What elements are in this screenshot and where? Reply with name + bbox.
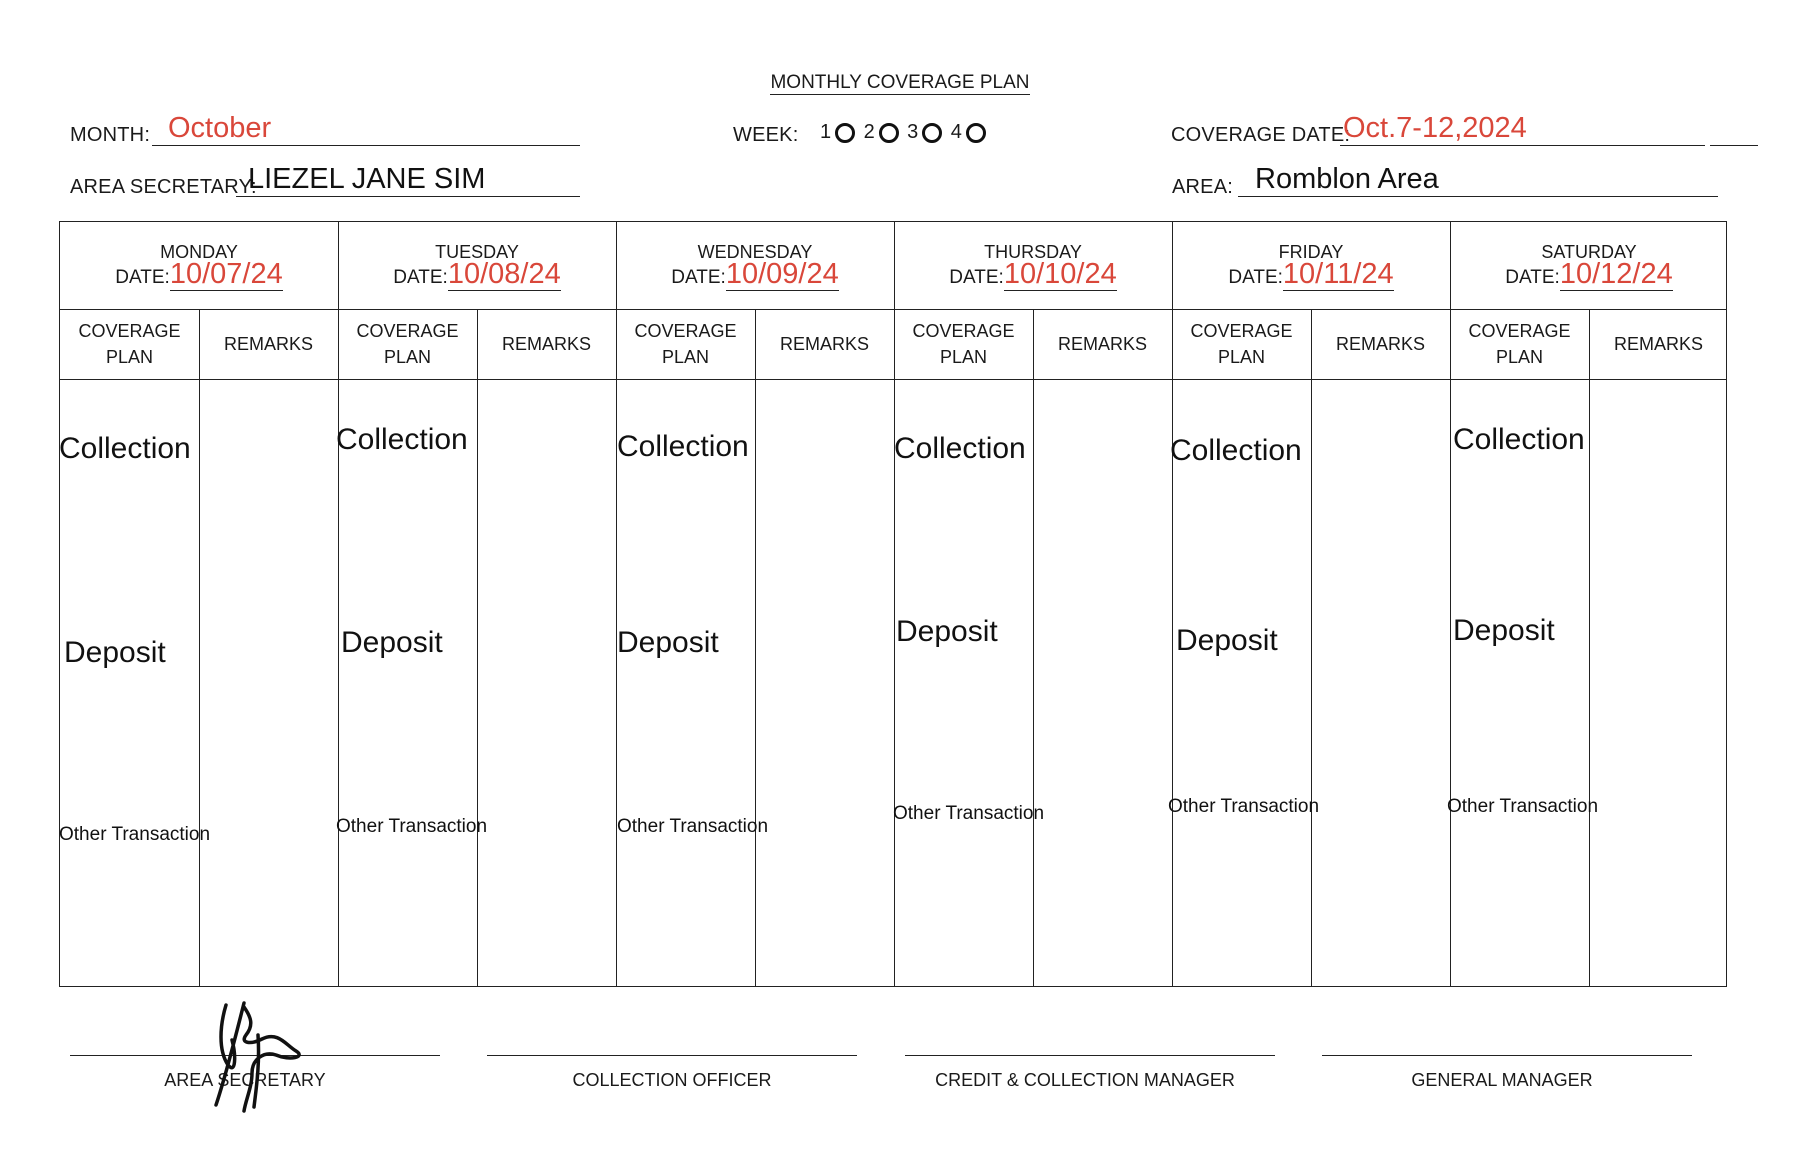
area-field[interactable] bbox=[1238, 163, 1718, 197]
day-header-thursday bbox=[894, 222, 1172, 309]
entry-other-transaction: Other Transaction bbox=[59, 824, 211, 845]
day-date[interactable]: DATE:10/12/24 bbox=[1505, 258, 1673, 290]
radio-circle-icon bbox=[835, 123, 855, 143]
day-date[interactable]: DATE:10/07/24 bbox=[115, 258, 283, 290]
month-label: MONTH: bbox=[70, 124, 151, 146]
day-header-monday bbox=[60, 222, 338, 309]
area-secretary-label: AREA SECRETARY: bbox=[70, 176, 257, 198]
entry-other-transaction: Other Transaction bbox=[1447, 796, 1599, 817]
column-divider bbox=[1311, 309, 1312, 986]
entry-other-transaction: Other Transaction bbox=[336, 816, 488, 837]
column-divider bbox=[477, 309, 478, 986]
remarks-header: REMARKS bbox=[1613, 334, 1703, 354]
handwritten-signature-icon bbox=[206, 995, 326, 1115]
day-date-value: 10/11/24 bbox=[1282, 258, 1394, 290]
signature-label-area-secretary: AREA SECRETARY bbox=[164, 1070, 326, 1090]
day-name: MONDAY bbox=[160, 242, 238, 262]
entry-other-transaction: Other Transaction bbox=[893, 803, 1045, 824]
coverage-plan-header: COVERAGE PLAN bbox=[1468, 321, 1571, 367]
remarks-header: REMARKS bbox=[779, 334, 869, 354]
day-name: SATURDAY bbox=[1541, 242, 1637, 262]
radio-circle-icon bbox=[879, 123, 899, 143]
week-options bbox=[820, 121, 990, 144]
signature-label-general-manager: GENERAL MANAGER bbox=[1411, 1070, 1593, 1090]
day-date[interactable]: DATE:10/11/24 bbox=[1228, 258, 1394, 290]
signature-line-credit-collection-manager[interactable] bbox=[905, 1055, 1275, 1056]
week-option-1[interactable]: 1 bbox=[820, 121, 855, 144]
remarks-header: REMARKS bbox=[1057, 334, 1147, 354]
coverage-date-value: Oct.7-12,2024 bbox=[1343, 112, 1527, 144]
entry-collection: Collection bbox=[1453, 423, 1585, 456]
signature-label-collection-officer: COLLECTION OFFICER bbox=[572, 1070, 772, 1090]
entry-collection: Collection bbox=[894, 432, 1026, 465]
entry-deposit: Deposit bbox=[896, 615, 998, 648]
signature-label-credit-collection-manager: CREDIT & COLLECTION MANAGER bbox=[935, 1070, 1235, 1090]
column-divider bbox=[755, 309, 756, 986]
day-date-value: 10/12/24 bbox=[1559, 258, 1673, 290]
day-name: WEDNESDAY bbox=[697, 242, 813, 262]
day-date[interactable]: DATE:10/09/24 bbox=[671, 258, 839, 290]
column-divider bbox=[199, 309, 200, 986]
entry-collection: Collection bbox=[336, 423, 468, 456]
coverage-plan-header: COVERAGE PLAN bbox=[634, 321, 737, 367]
entry-deposit: Deposit bbox=[341, 626, 443, 659]
area-secretary-value: LIEZEL JANE SIM bbox=[248, 163, 486, 195]
area-secretary-field[interactable] bbox=[236, 163, 580, 197]
day-date[interactable]: DATE:10/10/24 bbox=[949, 258, 1117, 290]
day-date-value: 10/07/24 bbox=[169, 258, 283, 290]
day-header-friday bbox=[1172, 222, 1450, 309]
coverage-plan-header: COVERAGE PLAN bbox=[356, 321, 459, 367]
coverage-plan-header: COVERAGE PLAN bbox=[912, 321, 1015, 367]
entry-deposit: Deposit bbox=[617, 626, 719, 659]
day-date-value: 10/09/24 bbox=[725, 258, 839, 290]
radio-circle-icon bbox=[922, 123, 942, 143]
entry-collection: Collection bbox=[617, 430, 749, 463]
coverage-plan-header: COVERAGE PLAN bbox=[78, 321, 181, 367]
area-value: Romblon Area bbox=[1255, 163, 1439, 195]
remarks-header: REMARKS bbox=[1335, 334, 1425, 354]
entry-other-transaction: Other Transaction bbox=[617, 816, 769, 837]
entry-collection: Collection bbox=[59, 432, 191, 465]
day-name: TUESDAY bbox=[435, 242, 519, 262]
coverage-date-label: COVERAGE DATE: bbox=[1171, 124, 1351, 146]
day-name: FRIDAY bbox=[1278, 242, 1344, 262]
day-header-saturday bbox=[1450, 222, 1728, 309]
form-title: MONTHLY COVERAGE PLAN bbox=[770, 72, 1030, 93]
day-header-wednesday bbox=[616, 222, 894, 309]
day-header-tuesday bbox=[338, 222, 616, 309]
remarks-header: REMARKS bbox=[501, 334, 591, 354]
column-divider bbox=[1589, 309, 1590, 986]
week-option-2[interactable]: 2 bbox=[864, 121, 899, 144]
entry-deposit: Deposit bbox=[1176, 624, 1278, 657]
day-name: THURSDAY bbox=[984, 242, 1082, 262]
radio-circle-icon bbox=[966, 123, 986, 143]
entry-other-transaction: Other Transaction bbox=[1168, 796, 1320, 817]
grid-rule-columns bbox=[60, 379, 1726, 380]
week-label: WEEK: bbox=[733, 124, 799, 146]
signature-line-collection-officer[interactable] bbox=[487, 1055, 857, 1056]
day-date-value: 10/10/24 bbox=[1003, 258, 1117, 290]
area-label: AREA: bbox=[1172, 176, 1234, 198]
coverage-date-field[interactable] bbox=[1340, 112, 1705, 146]
entry-deposit: Deposit bbox=[64, 636, 166, 669]
entry-collection: Collection bbox=[1170, 434, 1302, 467]
day-date[interactable]: DATE:10/08/24 bbox=[393, 258, 561, 290]
week-option-3[interactable]: 3 bbox=[907, 121, 942, 144]
month-value: October bbox=[168, 112, 272, 144]
remarks-header: REMARKS bbox=[223, 334, 313, 354]
column-divider bbox=[1033, 309, 1034, 986]
day-date-value: 10/08/24 bbox=[447, 258, 561, 290]
week-option-4[interactable]: 4 bbox=[951, 121, 986, 144]
signature-line-general-manager[interactable] bbox=[1322, 1055, 1692, 1056]
coverage-date-extra-line bbox=[1710, 112, 1758, 146]
entry-deposit: Deposit bbox=[1453, 614, 1555, 647]
month-field[interactable] bbox=[152, 112, 580, 146]
coverage-plan-header: COVERAGE PLAN bbox=[1190, 321, 1293, 367]
coverage-grid bbox=[59, 221, 1727, 987]
